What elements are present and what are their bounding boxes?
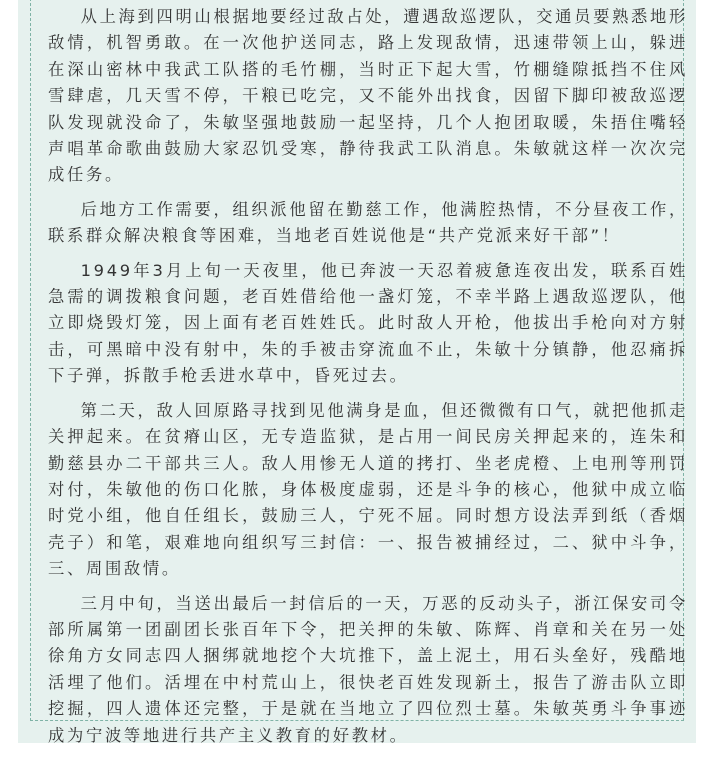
paragraph-3: 1949年3月上旬一天夜里，他已奔波一天忍着疲惫连夜出发，联系百姓急需的调拨粮食问题，老百姓借给他一盏灯笼，不幸半路上遇敌巡逻队，他立即烧毁灯笼，因上面有老百姓姓氏。此时敌人开枪，他拔出手枪向对方射击，可黑暗中没有射中，朱的手被击穿流血不止，朱敏十分镇静，他忍痛拆下子弹，拆散手枪丢进水草中，昏死过去。 [48, 260, 688, 386]
article-panel [18, 0, 696, 743]
paragraph-1: 从上海到四明山根据地要经过敌占处，遭遇敌巡逻队，交通员要熟悉地形敌情，机智勇敢。在一次他护送同志，路上发现敌情，迅速带领上山，躲进在深山密林中我武工队搭的毛竹棚，当时正下起大雪，竹棚缝隙抵挡不住风雪肆虐，几天雪不停，干粮已吃完，又不能外出找食，因留下脚印被敌巡逻队发现就没命了，朱敏坚强地鼓励一起坚持，几个人抱团取暖，朱捂住嘴轻声唱革命歌曲鼓励大家忍饥受寒，静待我武工队消息。朱敏就这样一次次完成任务。 [48, 7, 688, 185]
article-body [48, 4, 688, 757]
paragraph-2: 后地方工作需要，组织派他留在勤慈工作，他满腔热情，不分昼夜工作，联系群众解决粮食等困难，当地老百姓说他是“共产党派来好干部”！ [48, 199, 688, 246]
paragraph-4: 第二天，敌人回原路寻找到见他满身是血，但还微微有口气，就把他抓走关押起来。在贫瘠山区，无专造监狱，是占用一间民房关押起来的，连朱和勤慈县办二干部共三人。敌人用惨无人道的拷打、坐老虎橙、上电刑等刑罚对付，朱敏他的伤口化脓，身体极度虚弱，还是斗争的核心，他狱中成立临时党小组，他自任组长，鼓励三人，宁死不屈。同时想方设法弄到纸（香烟壳子）和笔，艰难地向组织写三封信：一、报告被捕经过，二、狱中斗争，三、周围敌情。 [48, 400, 688, 579]
paragraph-5: 三月中旬，当送出最后一封信后的一天，万恶的反动头子，浙江保安司令部所属第一团副团长张百年下令，把关押的朱敏、陈辉、肖章和关在另一处徐角方女同志四人捆绑就地挖个大坑推下，盖上泥土，用石头垒好，残酷地活埋了他们。活埋在中村荒山上，很快老百姓发现新土，报告了游击队立即挖掘，四人遗体还完整，于是就在当地立了四位烈士墓。朱敏英勇斗争事迹成为宁波等地进行共产主义教育的好教材。 [48, 593, 688, 745]
